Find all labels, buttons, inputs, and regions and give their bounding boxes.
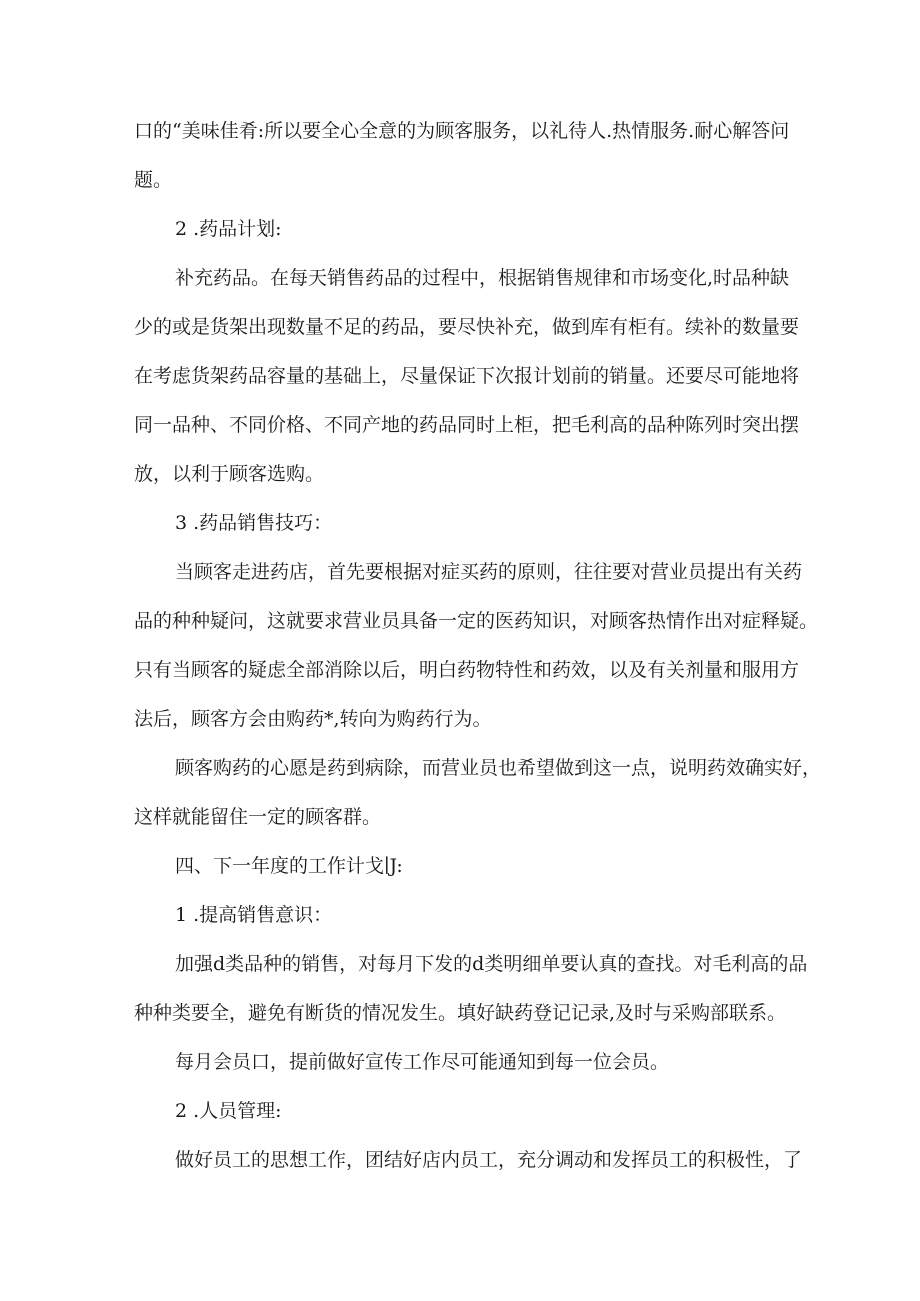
section-heading: 3 .药品销售技巧：	[175, 512, 333, 534]
text-line: 加强d类品种的销售，对每月下发的d类明细单要认真的查找。对毛利高的品	[175, 953, 808, 975]
text-line: 做好员工的思想工作，团结好店内员工，充分调动和发挥员工的积极性，了	[175, 1149, 803, 1171]
section-heading: 1 .提高销售意识：	[175, 904, 333, 926]
text-line: 这样就能留住一定的顾客群。	[134, 806, 382, 828]
text-line: 少的或是货架出现数量不足的药品，要尽快补充，做到库有柜有。续补的数量要	[134, 316, 800, 338]
text-line: 放，以利于顾客选购。	[134, 463, 325, 485]
text-line: 法后，顾客方会由购药*,转向为购药行为。	[134, 708, 492, 730]
text-line: 同一品种、不同价格、不同产地的药品同时上柜，把毛利高的品种陈列时突出摆	[134, 414, 800, 436]
text-line: 品的种种疑问，这就要求营业员具备一定的医药知识，对顾客热情作出对症释疑。	[134, 610, 819, 632]
section-heading: 四、下一年度的工作计戈∣J:	[175, 855, 403, 877]
text-line: 口的“美味佳肴:所以要全心全意的为顾客服务，以礼待人.热情服务.耐心解答问	[134, 120, 790, 142]
text-line: 顾客购药的心愿是药到病除，而营业员也希望做到这一点，说明药效确实好，	[175, 757, 822, 779]
text-line: 题。	[134, 169, 173, 191]
text-line: 种种类要全，避免有断货的情况发生。填好缺药登记记录,及时与采购部联系。	[134, 1002, 787, 1024]
section-heading: 2 .药品计划:	[175, 218, 282, 240]
text-line: 只有当顾客的疑虑全部消除以后，明白药物特性和药效，以及有关剂量和服用方	[134, 659, 800, 681]
text-line: 每月会员口，提前做好宣传工作尽可能通知到每一位会员。	[175, 1051, 670, 1073]
text-line: 当顾客走进药店，首先要根据对症买药的原则，往往要对营业员提出有关药	[175, 561, 803, 583]
text-line: 补充药品。在每天销售药品的过程中，根据销售规律和市场变化,时品种缺	[175, 267, 790, 289]
section-heading: 2 .人员管理:	[175, 1100, 282, 1122]
text-line: 在考虑货架药品容量的基础上，尽量保证下次报计划前的销量。还要尽可能地将	[134, 365, 800, 387]
